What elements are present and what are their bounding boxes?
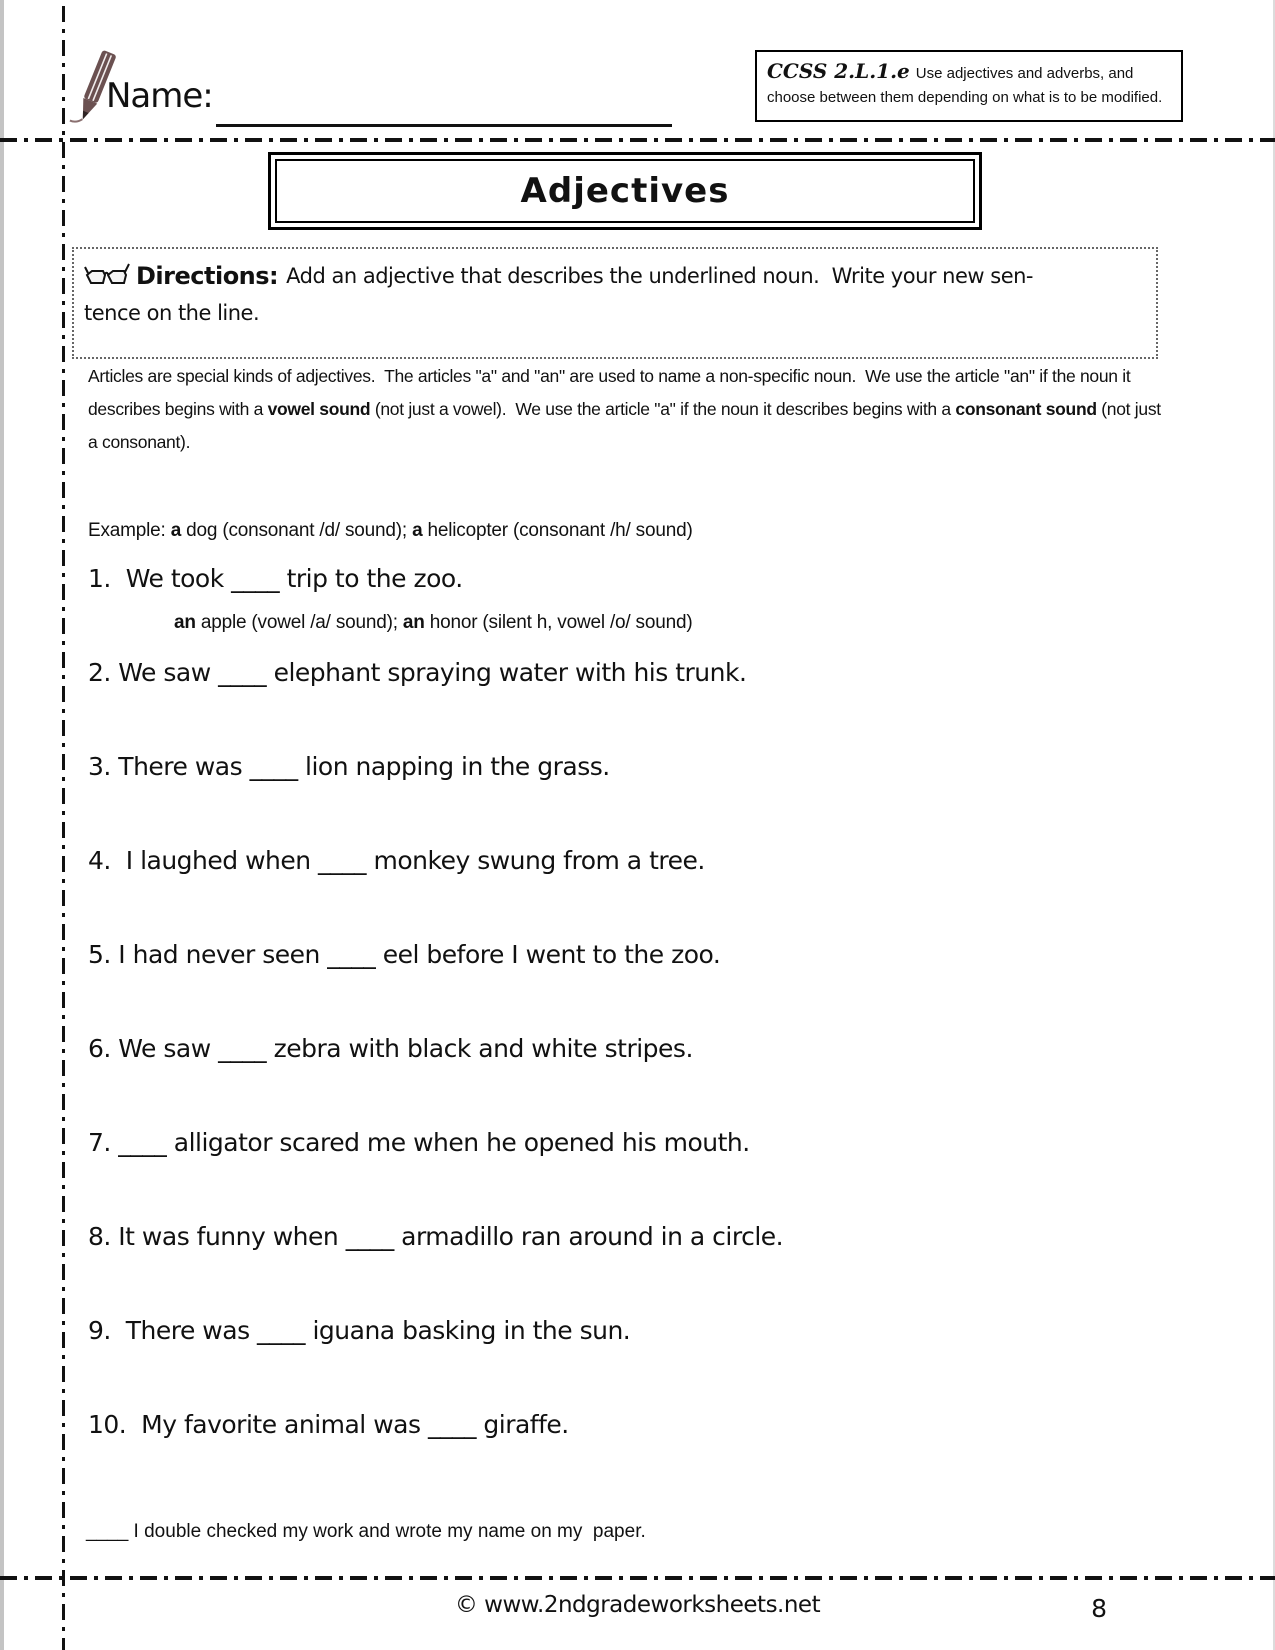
example-text1: dog (consonant /d/ sound);	[181, 520, 413, 541]
example-text3: apple (vowel /a/ sound);	[195, 612, 403, 633]
ccss-code: CCSS 2.L.1.e	[767, 59, 910, 83]
articles-note	[88, 360, 1168, 459]
example-article-an1: an	[174, 612, 196, 633]
note-bold-consonant-sound: consonant sound	[955, 399, 1097, 419]
divider-dashdot-bottom	[0, 1576, 1275, 1580]
question-row-2: 2. We saw ____ elephant spraying water with his trunk.	[88, 658, 747, 687]
check-text: I double checked my work and wrote my name on my paper.	[128, 1521, 646, 1542]
glasses-icon	[84, 261, 130, 291]
directions-text-line1: Add an adjective that describes the underlined noun. Write your new sen-	[286, 264, 1034, 288]
page-title: Adjectives	[520, 171, 730, 211]
name-label: Name:	[106, 76, 213, 116]
note-bold-vowel-sound: vowel sound	[267, 399, 371, 419]
divider-dashdot-top	[0, 138, 1275, 142]
footer	[0, 1592, 1275, 1636]
directions-label: Directions:	[136, 262, 279, 290]
example-text4: honor (silent h, vowel /o/ sound)	[424, 612, 693, 633]
example-text2: helicopter (consonant /h/ sound)	[422, 520, 693, 541]
note-part1: Articles are special kinds of adjectives. The articles "a" and "an" are used to name a non-specific noun. We use the article "an" if the noun it describes begins with a	[88, 366, 1136, 419]
note-part2: (not just a vowel). We use the article "a" if the noun it describes begins with a	[370, 399, 956, 419]
question-row-10: 10. My favorite animal was ____ giraffe.	[88, 1410, 569, 1439]
question-row-7: 7. ____ alligator scared me when he opened his mouth.	[88, 1128, 750, 1157]
check-blank-line[interactable]: ____	[86, 1521, 129, 1542]
example-label: Example:	[88, 520, 171, 541]
title-inner-frame	[275, 159, 975, 223]
question-row-8: 8. It was funny when ____ armadillo ran around in a circle.	[88, 1222, 784, 1251]
ccss-standard-box	[755, 50, 1183, 122]
self-check-row	[86, 1521, 646, 1543]
question-row-4: 4. I laughed when ____ monkey swung from a tree.	[88, 846, 705, 875]
copyright-text: © www.2ndgradeworksheets.net	[454, 1592, 821, 1618]
page-number: 8	[1091, 1594, 1107, 1623]
example-article-an2: an	[402, 612, 425, 633]
directions-box	[72, 247, 1158, 359]
example-article-a1: a	[170, 520, 182, 541]
name-blank-line[interactable]	[216, 124, 672, 127]
question-row-1: 1. We took ____ trip to the zoo.	[88, 564, 463, 593]
directions-text-line2: tence on the line.	[84, 301, 260, 325]
example-article-a2: a	[412, 520, 423, 541]
page-edge-left	[0, 0, 4, 1650]
question-row-6: 6. We saw ____ zebra with black and white stripes.	[88, 1034, 693, 1063]
question-row-3: 3. There was ____ lion napping in the grass.	[88, 752, 610, 781]
margin-dashdot-vertical	[62, 6, 65, 1650]
example-line1	[88, 520, 693, 542]
directions-line1	[84, 261, 1144, 291]
question-list	[88, 562, 1205, 1442]
note-part3: (not just a consonant).	[88, 399, 1166, 452]
ccss-text: Use adjectives and adverbs, and choose between them depending on what is to be modified.	[767, 65, 1163, 106]
question-row-5: 5. I had never seen ____ eel before I went to the zoo.	[88, 940, 721, 969]
title-box	[268, 152, 982, 230]
question-row-9: 9. There was ____ iguana basking in the sun.	[88, 1316, 631, 1345]
